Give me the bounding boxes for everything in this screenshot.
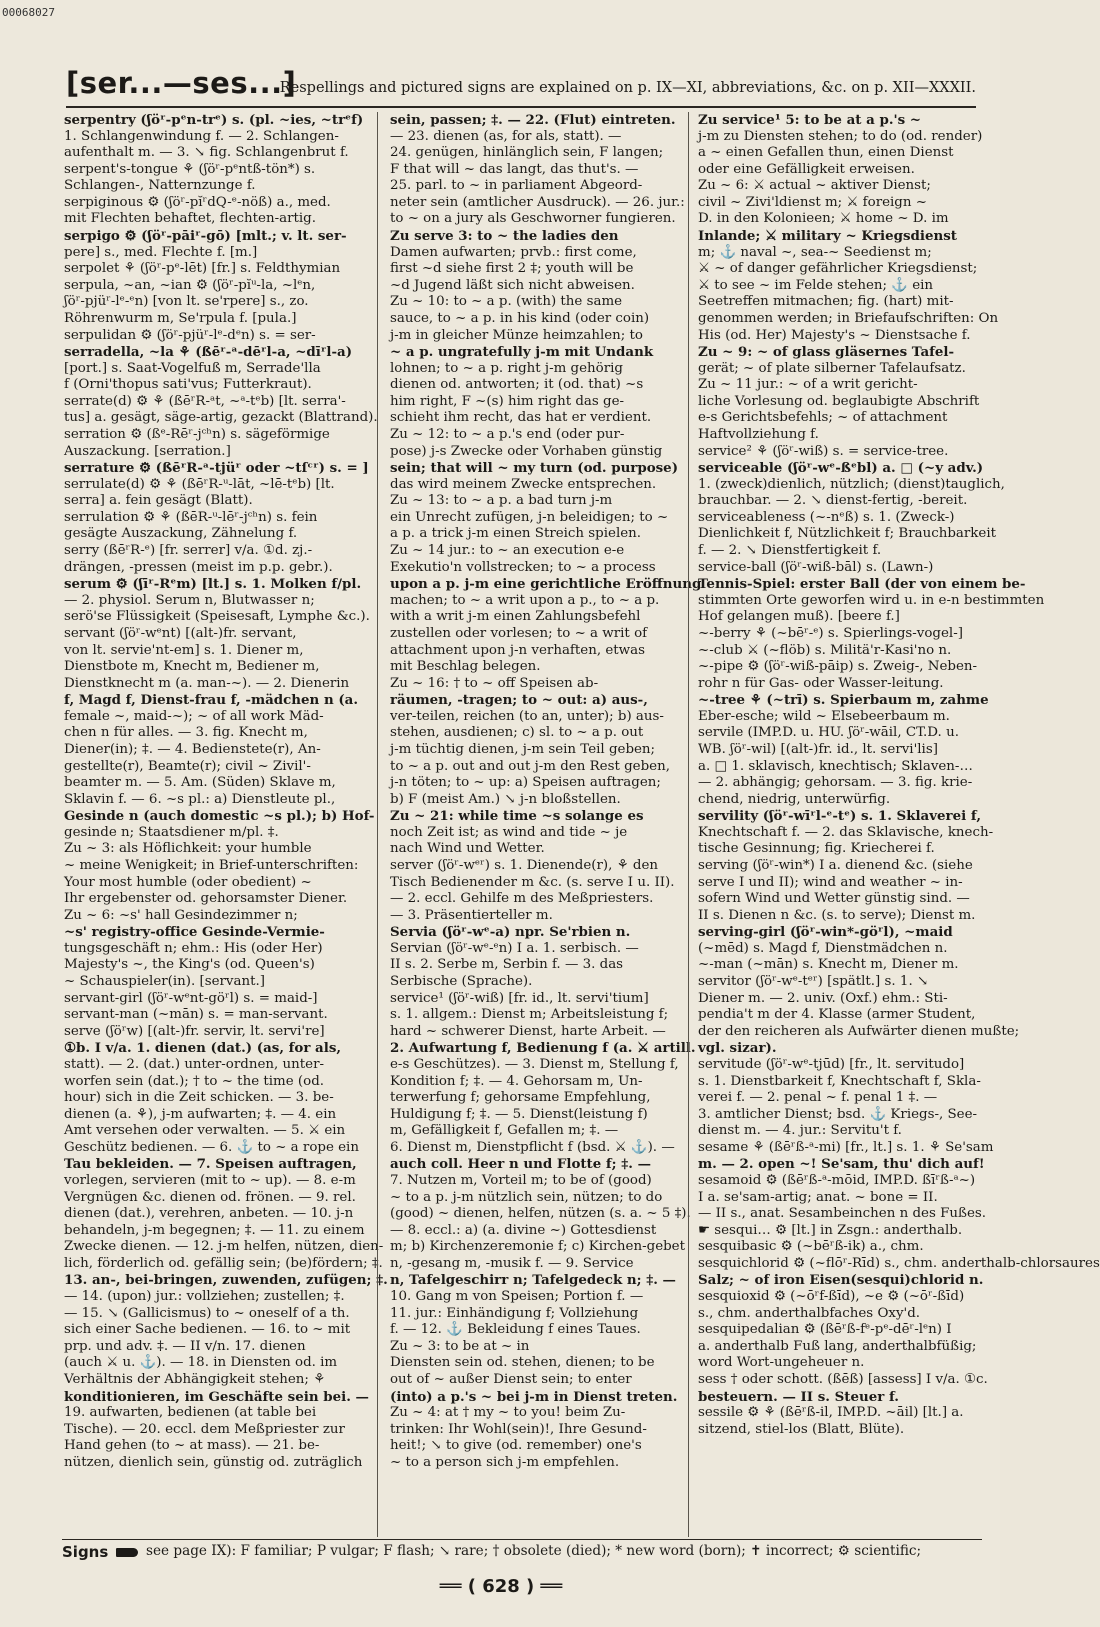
- entry-line: tungsgeschäft n; ehm.: His (oder Her): [64, 940, 323, 956]
- signs-label: Signs: [62, 1543, 109, 1561]
- entry-line: brauchbar. — 2. ↘ dienst-fertig, -bereit.: [698, 493, 968, 509]
- entry-line: first ~d siehe first 2 ‡; youth will be: [390, 261, 634, 277]
- entry-line: lich, förderlich od. gefällig sein; (be)fördern; ‡.: [64, 1255, 383, 1271]
- entry-line: ~-man (~mān) s. Knecht m, Diener m.: [698, 957, 959, 973]
- entry-line: e-s Gerichtsbefehls; ~ of attachment: [698, 410, 948, 426]
- entry-line: II s. Dienen n &c. (s. to serve); Dienst m.: [698, 907, 976, 923]
- entry-line: Tennis-Spiel: erster Ball (der von einem be-: [698, 576, 1026, 593]
- entry-line: 7. Nutzen m, Vorteil m; to be of (good): [390, 1173, 652, 1188]
- entry-line: sauce, to ~ a p. in his kind (oder coin): [390, 310, 650, 326]
- entry-line: servant-girl (ʃöʳ-wᵉnt-göʳl) s. = maid-]: [64, 990, 318, 1006]
- entry-line: sesquibasic ⚙ (~bēʳß-ik) a., chm.: [698, 1239, 924, 1255]
- entry-line: Eber-esche; wild ~ Elsebeerbaum m.: [698, 708, 950, 724]
- entry-line: — 15. ↘ (Gallicismus) to ~ oneself of a th.: [64, 1305, 350, 1321]
- entry-line: 10. Gang m von Speisen; Portion f. —: [390, 1289, 644, 1305]
- entry-line: Zu ~ 6: ⚔ actual ~ aktiver Dienst;: [698, 178, 931, 194]
- entry-line: dienst m. — 4. jur.: Servitu't f.: [698, 1123, 902, 1139]
- entry-line: Inlande; ⚔ military ~ Kriegsdienst: [698, 228, 957, 245]
- entry-line: konditionieren, im Geschäfte sein bei. —: [64, 1388, 369, 1405]
- column-divider-2: [688, 112, 689, 1537]
- entry-line: pendia't m der 4. Klasse (armer Student,: [698, 1007, 976, 1023]
- entry-line: tus] a. gesägt, säge-artig, gezackt (Blattrand).: [64, 410, 378, 426]
- entry-line: n, Tafelgeschirr n; Tafelgedeck n; ‡. —: [390, 1272, 676, 1289]
- entry-line: s., chm. anderthalbfaches Oxy'd.: [698, 1305, 921, 1321]
- entry-line: a. anderthalb Fuß lang, anderthalbfüßig;: [698, 1338, 977, 1354]
- entry-line: sitzend, stiel-los (Blatt, Blüte).: [698, 1421, 905, 1437]
- entry-line: Auszackung. [serration.]: [64, 443, 231, 459]
- entry-line: verei f. — 2. penal ~ f. penal 1 ‡. —: [698, 1090, 938, 1106]
- entry-line: gestellte(r), Beamte(r); civil ~ Zivil'-: [64, 758, 311, 774]
- entry-line: ~ meine Wenigkeit; in Brief-unterschriften:: [64, 858, 359, 874]
- entry-line: 3. amtlicher Dienst; bsd. ⚓ Kriegs-, See-: [698, 1106, 978, 1122]
- entry-line: serum ⚙ (ʃīʳ-Rᵉm) [lt.] s. 1. Molken f/pl.: [64, 576, 362, 593]
- entry-line: Vergnügen &c. dienen od. frönen. — 9. rel.: [64, 1189, 356, 1205]
- column-2-lines: [390, 112, 702, 1471]
- entry-line: serradella, ~la ⚘ (ßēʳ-ᵃ-dēʳl-a, ~dīʳl-a): [64, 344, 353, 361]
- entry-line: ver-teilen, reichen (to an, unter); b) aus-: [390, 708, 664, 724]
- entry-line: dienen (a. ⚘), j-m aufwarten; ‡. — 4. ein: [64, 1106, 337, 1122]
- entry-line: sess † oder schott. (ßēß) [assess] I v/a. ①c.: [698, 1371, 988, 1387]
- entry-line: attachment upon j-n verhaften, etwas: [390, 642, 645, 658]
- column-2: [390, 112, 702, 1537]
- entry-line: heit!; ↘ to give (od. remember) one's: [390, 1438, 642, 1454]
- entry-line: Zu ~ 16: † to ~ off Speisen ab-: [390, 675, 599, 691]
- entry-line: — 3. Präsentierteller m.: [390, 907, 553, 923]
- entry-line: Hand gehen (to ~ at mass). — 21. be-: [64, 1438, 320, 1454]
- entry-line: 24. genügen, hinlänglich sein, F langen;: [390, 145, 664, 161]
- entry-line: serpigo ⚙ (ʃöʳ-pāiʳ-gō) [mlt.; v. lt. ser-: [64, 228, 347, 245]
- entry-line: serviceable (ʃöʳ-wᵉ-ßᵉbl) a. □ (~y adv.): [698, 460, 984, 477]
- entry-line: (auch ⚔ u. ⚓). — 18. in Diensten od. im: [64, 1355, 338, 1371]
- entry-line: statt). — 2. (dat.) unter-ordnen, unter-: [64, 1056, 324, 1072]
- entry-line: sesquioxid ⚙ (~ōʳf-ßīd), ~e ⚙ (~ōʳ-ßīd): [698, 1289, 965, 1305]
- entry-line: sein; that will ~ my turn (od. purpose): [390, 460, 679, 477]
- entry-line: 1. (zweck)dienlich, nützlich; (dienst)tauglich,: [698, 476, 1005, 492]
- entry-line: Servian (ʃöʳ-wᵉ-ᵉn) I a. 1. serbisch. —: [390, 940, 639, 956]
- entry-line: servant (ʃöʳ-wᵉnt) [(alt-)fr. servant,: [64, 625, 297, 641]
- entry-line: Dienlichkeit f, Nützlichkeit f; Brauchbarkeit: [698, 526, 996, 542]
- entry-line: Servia (ʃöʳ-wᵉ-a) npr. Se'rbien n.: [390, 924, 631, 941]
- entry-line: beamter m. — 5. Am. (Süden) Sklave m,: [64, 775, 336, 791]
- entry-line: — 2. eccl. Gehilfe m des Meßpriesters.: [390, 891, 654, 907]
- entry-line: server (ʃöʳ-wᵉʳ) s. 1. Dienende(r), ⚘ den: [390, 858, 658, 874]
- entry-line: to ~ a p. out and out j-m den Rest geben,: [390, 758, 670, 774]
- entry-line: Röhrenwurm m, Se'rpula f. [pula.]: [64, 310, 297, 326]
- entry-line: Zu ~ 6: ~s' hall Gesindezimmer n;: [64, 907, 298, 923]
- entry-line: 25. parl. to ~ in parliament Abgeord-: [390, 178, 643, 194]
- entry-line: m. — 2. open ~! Se'sam, thu' dich auf!: [698, 1156, 985, 1173]
- entry-line: Zu ~ 9: ~ of glass gläsernes Tafel-: [698, 344, 955, 361]
- entry-line: D. in den Kolonieen; ⚔ home ~ D. im: [698, 211, 949, 227]
- entry-line: a. □ 1. sklavisch, knechtisch; Sklaven-…: [698, 758, 973, 774]
- entry-line: Salz; ~ of iron Eisen(sesqui)chlorid n.: [698, 1272, 984, 1289]
- entry-line: stehen, ausdienen; c) sl. to ~ a p. out: [390, 725, 644, 741]
- entry-line: sessile ⚙ ⚘ (ßēʳß-il, IMP.D. ~āil) [lt.] a.: [698, 1405, 964, 1421]
- entry-line: to ~ on a jury als Geschworner fungieren.: [390, 211, 676, 227]
- entry-line: gesinde n; Staatsdiener m/pl. ‡.: [64, 824, 279, 840]
- entry-line: His (od. Her) Majesty's ~ Dienstsache f.: [698, 327, 971, 343]
- entry-line: chend, niedrig, unterwürfig.: [698, 791, 891, 807]
- entry-line: Zu ~ 10: to ~ a p. (with) the same: [390, 294, 623, 310]
- entry-line: with a writ j-m einen Zahlungsbefehl: [390, 609, 641, 625]
- entry-line: Zwecke dienen. — 12. j-m helfen, nützen, dien-: [64, 1239, 384, 1255]
- entry-line: out of ~ außer Dienst sein; to enter: [390, 1371, 632, 1387]
- entry-line: tische Gesinnung; fig. Kriecherei f.: [698, 841, 935, 857]
- entry-line: ~s' registry-office Gesinde-Vermie-: [64, 924, 325, 941]
- entry-line: sesquipedalian ⚙ (ßēʳß-fᵉ-pᵉ-dēʳ-lᵉn) I: [698, 1322, 952, 1338]
- entry-line: Dienstbote m, Knecht m, Bediener m,: [64, 659, 320, 675]
- entry-line: f. — 12. ⚓ Bekleidung f eines Taues.: [390, 1322, 641, 1338]
- entry-line: Your most humble (oder obedient) ~: [64, 874, 312, 890]
- entry-line: f (Orni'thopus sati'vus; Futterkraut).: [64, 377, 312, 393]
- entry-line: serrulate(d) ⚙ ⚘ (ßēʳR-ᵘ-lāt, ~lē-tᵉb) [lt.: [64, 476, 335, 492]
- entry-line: serpolet ⚘ (ʃöʳ-pᵉ-lēt) [fr.] s. Feldthymian: [64, 261, 341, 277]
- entry-line: sofern Wind und Wetter günstig sind. —: [698, 891, 970, 907]
- entry-line: word Wort-ungeheuer n.: [698, 1355, 865, 1371]
- entry-line: s. 1. allgem.: Dienst m; Arbeitsleistung f;: [390, 1007, 669, 1023]
- entry-line: genommen werden; in Briefaufschriften: On: [698, 310, 999, 326]
- entry-line: Zu ~ 4: at † my ~ to you! beim Zu-: [390, 1405, 626, 1421]
- entry-line: Zu ~ 3: als Höflichkeit: your humble: [64, 841, 312, 857]
- entry-line: serrate(d) ⚙ ⚘ (ßēʳR-ᵃt, ~ᵃ-tᵉb) [lt. serra'-: [64, 393, 346, 409]
- entry-line: von lt. servie'nt-em] s. 1. Diener m,: [64, 642, 304, 658]
- entry-line: serpula, ~an, ~ian ⚙ (ʃöʳ-pĭᵘ-la, ~lᵉn,: [64, 277, 316, 293]
- entry-line: ☛ sesqui… ⚙ [lt.] in Zsgn.: anderthalb.: [698, 1222, 963, 1238]
- column-3-lines: [698, 112, 1100, 1438]
- entry-line: mit Flechten behaftet, flechten-artig.: [64, 211, 316, 227]
- entry-line: Serbische (Sprache).: [390, 974, 533, 990]
- entry-line: ~-tree ⚘ (~trī) s. Spierbaum m, zahme: [698, 692, 989, 709]
- entry-line: Geschütz bedienen. — 6. ⚓ to ~ a rope ein: [64, 1139, 359, 1155]
- entry-line: Exekutio'n vollstrecken; to ~ a process: [390, 559, 656, 575]
- scan-id: 00068027: [2, 6, 55, 19]
- entry-line: ~ a p. ungratefully j-m mit Undank: [390, 344, 654, 361]
- entry-line: Sklavin f. — 6. ~s pl.: a) Dienstleute pl.,: [64, 791, 336, 807]
- entry-line: ein Unrecht zufügen, j-n beleidigen; to ~: [390, 509, 669, 525]
- pointing-hand-icon: [116, 1548, 138, 1557]
- entry-line: Zu ~ 12: to ~ a p.'s end (oder pur-: [390, 426, 625, 442]
- entry-line: 2. Aufwartung f, Bedienung f (a. ⚔ artill.: [390, 1040, 696, 1057]
- entry-line: a p. a trick j-m einen Streich spielen.: [390, 526, 642, 542]
- entry-line: serving-girl (ʃöʳ-win*-göʳl), ~maid: [698, 924, 953, 941]
- entry-line: Dienstknecht m (a. man-~). — 2. Dienerin: [64, 675, 350, 691]
- entry-line: s. 1. Dienstbarkeit f, Knechtschaft f, Skla-: [698, 1073, 981, 1089]
- entry-line: sein, passen; ‡. — 22. (Flut) eintreten.: [390, 112, 676, 128]
- entry-line: worfen sein (dat.); † to ~ the time (od.: [64, 1073, 325, 1089]
- entry-line: neter sein (amtlicher Ausdruck). — 26. jur.:: [390, 194, 685, 210]
- entry-line: m, Gefälligkeit f, Gefallen m; ‡. —: [390, 1123, 619, 1139]
- entry-line: Zu ~ 21: while time ~s solange es: [390, 808, 644, 825]
- entry-line: Tische). — 20. eccl. dem Meßpriester zur: [64, 1421, 345, 1437]
- entry-line: sesquichlorid ⚙ (~flōʳ-Rīd) s., chm. anderthalb-chlorsaures: [698, 1255, 1100, 1271]
- entry-line: Seetreffen mitmachen; fig. (hart) mit-: [698, 294, 954, 310]
- entry-line: vorlegen, servieren (mit to ~ up). — 8. e-m: [64, 1173, 356, 1188]
- entry-line: j-m in gleicher Münze heimzahlen; to: [390, 327, 643, 343]
- entry-line: servility (ʃöʳ-wīʳl-ᵉ-tᵉ) s. 1. Sklaverei f,: [698, 808, 981, 825]
- entry-line: ~ to a person sich j-m empfehlen.: [390, 1454, 620, 1470]
- entry-line: Zu ~ 3: to be at ~ in: [390, 1338, 530, 1354]
- page-header: [66, 66, 976, 108]
- entry-line: ~-club ⚔ (~flöb) s. Militä'r-Kasi'no n.: [698, 642, 952, 658]
- entry-line: der den reicheren als Aufwärter dienen mußte;: [698, 1023, 1020, 1039]
- entry-line: prp. und adv. ‡. — II v/n. 17. dienen: [64, 1338, 306, 1354]
- entry-line: ~d Jugend läßt sich nicht abweisen.: [390, 277, 635, 293]
- entry-line: female ~, maid-~); ~ of all work Mäd-: [64, 708, 324, 724]
- entry-line: dienen od. antworten; it (od. that) ~s: [390, 377, 644, 393]
- entry-line: (good) ~ dienen, helfen, nützen (s. a. ~ 5 ‡).: [390, 1206, 691, 1222]
- entry-line: liche Vorlesung od. beglaubigte Abschrift: [698, 393, 980, 409]
- entry-line: F that will ~ das langt, das thut's. —: [390, 161, 639, 177]
- entry-line: serry (ßēʳR-ᵉ) [fr. serrer] v/a. ①d. zj.-: [64, 543, 313, 559]
- entry-line: a ~ einen Gefallen thun, einen Dienst: [698, 145, 954, 161]
- entry-line: serpent's-tongue ⚘ (ʃöʳ-pᵉntß-tön*) s.: [64, 161, 316, 177]
- entry-line: Hof gelangen muß). [beere f.]: [698, 609, 900, 625]
- guide-words: [ser...—ses...]: [66, 66, 297, 100]
- entry-line: sesamoid ⚙ (ßēʳß-ᵃ-mōid, IMP.D. ßīʳß-ᵃ~): [698, 1173, 976, 1188]
- entry-line: Schlangen-, Natternzunge f.: [64, 178, 256, 194]
- entry-line: 1. Schlangenwindung f. — 2. Schlangen-: [64, 128, 339, 144]
- entry-line: nach Wind und Wetter.: [390, 841, 545, 857]
- entry-line: chen n für alles. — 3. fig. Knecht m,: [64, 725, 308, 741]
- entry-line: ①b. I v/a. 1. dienen (dat.) (as, for als,: [64, 1040, 342, 1057]
- entry-line: upon a p. j-m eine gerichtliche Eröffnung: [390, 576, 702, 593]
- entry-line: Huldigung f; ‡. — 5. Dienst(leistung f): [390, 1106, 648, 1122]
- entry-line: rohr n für Gas- oder Wasser-leitung.: [698, 675, 944, 691]
- entry-line: aufenthalt m. — 3. ↘ fig. Schlangenbrut f.: [64, 145, 349, 161]
- entry-line: serrature ⚙ (ßēʳR-ᵃ-tjüʳ oder ~tſᶜʳ) s. = ]: [64, 460, 369, 477]
- entry-line: Majesty's ~, the King's (od. Queen's): [64, 957, 315, 973]
- entry-line: 6. Dienst m, Dienstpflicht f (bsd. ⚔ ⚓). —: [390, 1139, 675, 1155]
- entry-line: m; ⚓ naval ~, sea-~ Seedienst m;: [698, 244, 932, 260]
- entry-line: vgl. sizar).: [698, 1040, 777, 1057]
- entry-line: Knechtschaft f. — 2. das Sklavische, knech-: [698, 824, 994, 840]
- column-divider-1: [377, 112, 378, 1537]
- entry-line: m; b) Kirchenzeremonie f; c) Kirchen-gebet: [390, 1239, 685, 1255]
- entry-line: pose) j-s Zwecke oder Vorhaben günstig: [390, 443, 663, 459]
- entry-line: serpentry (ʃöʳ-pᵉn-trᵉ) s. (pl. ~ies, ~trᵉf): [64, 112, 364, 128]
- entry-line: hour) sich in die Zeit schicken. — 3. be-: [64, 1090, 334, 1106]
- entry-line: Tisch Bedienender m &c. (s. serve I u. II).: [390, 874, 675, 890]
- entry-line: servitude (ʃöʳ-wᵉ-tjūd) [fr., lt. servitudo]: [698, 1056, 965, 1072]
- entry-line: — 23. dienen (as, for als, statt). —: [390, 128, 622, 144]
- entry-line: terwerfung f; gehorsame Empfehlung,: [390, 1090, 651, 1106]
- entry-line: (into) a p.'s ~ bei j-m in Dienst treten.: [390, 1388, 678, 1405]
- entry-line: service-ball (ʃöʳ-wiß-bāl) s. (Lawn-): [698, 559, 934, 575]
- entry-line: j-n töten; to ~ up: a) Speisen auftragen;: [390, 775, 661, 791]
- entry-line: serve (ʃöʳw) [(alt-)fr. servir, lt. servi're]: [64, 1023, 325, 1039]
- entry-line: mit Beschlag belegen.: [390, 659, 541, 675]
- entry-line: auch coll. Heer n und Flotte f; ‡. —: [390, 1156, 652, 1173]
- entry-line: 19. aufwarten, bedienen (at table bei: [64, 1405, 317, 1421]
- entry-line: Haftvollziehung f.: [698, 426, 819, 442]
- entry-line: servile (IMP.D. u. HU. ʃöʳ-wāil, CT.D. u.: [698, 725, 959, 741]
- signs-legend: see page IX): F familiar; P vulgar; F flash; ↘ rare; † obsolete (died); * new word (born); ✝ incorrect; ⚙ scientific;: [146, 1543, 922, 1559]
- entry-line: servant-man (~mān) s. = man-servant.: [64, 1007, 328, 1023]
- entry-line: him right, F ~(s) him right das ge-: [390, 393, 625, 409]
- entry-line: Zu ~ 13: to ~ a p. a bad turn j-m: [390, 493, 613, 509]
- entry-line: Zu service¹ 5: to be at a p.'s ~: [698, 112, 922, 128]
- entry-line: Zu serve 3: to ~ the ladies den: [390, 228, 619, 245]
- entry-line: — II s., anat. Sesambeinchen n des Fußes.: [698, 1206, 987, 1222]
- entry-line: besteuern. — II s. Steuer f.: [698, 1388, 899, 1405]
- entry-line: 11. jur.: Einhändigung f; Vollziehung: [390, 1305, 639, 1321]
- entry-line: Zu ~ 11 jur.: ~ of a writ gericht-: [698, 377, 918, 393]
- entry-line: ~ Schauspieler(in). [servant.]: [64, 974, 265, 990]
- entry-line: service¹ (ʃöʳ-wiß) [fr. id., lt. servi'tium]: [390, 990, 649, 1006]
- entry-line: lohnen; to ~ a p. right j-m gehörig: [390, 360, 623, 376]
- entry-line: — 8. eccl.: a) (a. divine ~) Gottesdienst: [390, 1222, 657, 1238]
- entry-line: ⚔ ~ of danger gefährlicher Kriegsdienst;: [698, 261, 978, 277]
- page-number: ══ ( 628 ) ══: [439, 1576, 563, 1597]
- entry-line: behandeln, j-m begegnen; ‡. — 11. zu einem: [64, 1222, 365, 1238]
- entry-line: b) F (meist Am.) ↘ j-n bloßstellen.: [390, 791, 621, 807]
- entry-line: das wird meinem Zwecke entsprechen.: [390, 476, 657, 492]
- entry-line: machen; to ~ a writ upon a p., to ~ a p.: [390, 592, 660, 608]
- entry-line: dienen (dat.), verehren, anbeten. — 10. j-n: [64, 1206, 354, 1222]
- entry-line: 13. an-, bei-bringen, zuwenden, zufügen; ‡.: [64, 1272, 388, 1289]
- entry-line: servitor (ʃöʳ-wᵉ-tᵉʳ) [spätlt.] s. 1. ↘: [698, 974, 929, 990]
- entry-line: serpulidan ⚙ (ʃöʳ-pjüʳ-lᵉ-dᵉn) s. = ser-: [64, 327, 316, 343]
- entry-line: Gesinde n (auch domestic ~s pl.); b) Hof-: [64, 808, 375, 825]
- entry-line: Verhältnis der Abhängigkeit stehen; ⚘: [64, 1371, 326, 1387]
- entry-line: zustellen oder vorlesen; to ~ a writ of: [390, 625, 648, 641]
- entry-line: gesägte Auszackung, Zähnelung f.: [64, 526, 298, 542]
- entry-line: serving (ʃöʳ-win*) I a. dienend &c. (siehe: [698, 858, 973, 874]
- column-1-lines: [64, 112, 388, 1471]
- entry-line: ʃöʳ-pjüʳ-lᵉ-ᵉn) [von lt. se'rpere] s., zo.: [64, 294, 309, 310]
- entry-line: Diensten sein od. stehen, dienen; to be: [390, 1355, 655, 1371]
- entry-line: schieht ihm recht, das hat er verdient.: [390, 410, 652, 426]
- entry-line: Diener m. — 2. univ. (Oxf.) ehm.: Sti-: [698, 990, 948, 1006]
- entry-line: Diener(in); ‡. — 4. Bedienstete(r), An-: [64, 741, 321, 757]
- entry-line: drängen, -pressen (meist im p.p. gebr.).: [64, 559, 333, 575]
- entry-line: WB. ʃöʳ-wil) [(alt-)fr. id., lt. servi'lis]: [698, 741, 938, 757]
- entry-line: nützen, dienlich sein, günstig od. zuträglich: [64, 1454, 363, 1470]
- entry-line: serve I und II); wind and weather ~ in-: [698, 874, 963, 890]
- entry-line: I a. se'sam-artig; anat. ~ bone = II.: [698, 1189, 938, 1205]
- entry-line: n, -gesang m, -musik f. — 9. Service: [390, 1255, 634, 1271]
- entry-line: serpiginous ⚙ (ʃöʳ-pĭʳdQ-ᵉ-nöß) a., med.: [64, 194, 331, 210]
- entry-line: civil ~ Zivi'ldienst m; ⚔ foreign ~: [698, 194, 927, 210]
- entry-line: II s. 2. Serbe m, Serbin f. — 3. das: [390, 957, 624, 973]
- column-3: [698, 112, 1100, 1537]
- entry-line: f, Magd f, Dienst-frau f, -mädchen n (a.: [64, 692, 359, 709]
- entry-line: serö'se Flüssigkeit (Speisesaft, Lymphe &c.).: [64, 609, 370, 625]
- entry-line: noch Zeit ist; as wind and tide ~ je: [390, 824, 628, 840]
- entry-line: trinken: Ihr Wohl(sein)!, Ihre Gesund-: [390, 1421, 647, 1437]
- entry-line: — 2. physiol. Serum n, Blutwasser n;: [64, 592, 315, 608]
- entry-line: serrulation ⚙ ⚘ (ßēR-ᵘ-lēʳ-jᶜʰn) s. fein: [64, 509, 318, 525]
- entry-line: service² ⚘ (ʃöʳ-wiß) s. = service-tree.: [698, 443, 949, 459]
- entry-line: Amt versehen oder verwalten. — 5. ⚔ ein: [64, 1123, 346, 1139]
- entry-line: räumen, -tragen; to ~ out: a) aus-,: [390, 692, 648, 709]
- entry-line: serviceableness (~-nᵉß) s. 1. (Zweck-): [698, 509, 955, 525]
- entry-line: j-m tüchtig dienen, j-m sein Teil geben;: [390, 741, 656, 757]
- entry-line: ⚔ to see ~ im Felde stehen; ⚓ ein: [698, 277, 934, 293]
- column-1: [64, 112, 388, 1537]
- entry-line: ~-pipe ⚙ (ʃöʳ-wiß-pāip) s. Zweig-, Neben-: [698, 659, 978, 675]
- entry-line: hard ~ schwerer Dienst, harte Arbeit. —: [390, 1023, 666, 1039]
- signs-footer: [62, 1539, 982, 1562]
- header-note: Respellings and pictured signs are explained on p. IX—XI, abbreviations, &c. on p. XII—XXXII.: [279, 80, 976, 96]
- entry-line: gerät; ~ of plate silberner Tafelaufsatz.: [698, 360, 966, 376]
- entry-line: [port.] s. Saat-Vogelfuß m, Serrade'lla: [64, 360, 321, 376]
- entry-line: ~-berry ⚘ (~bēʳ-ᵉ) s. Spierlings-vogel-]: [698, 625, 963, 641]
- entry-line: pere] s., med. Flechte f. [m.]: [64, 244, 258, 260]
- entry-line: Damen aufwarten; prvb.: first come,: [390, 244, 637, 260]
- entry-line: serration ⚙ (ßᵉ-Rēʳ-jᶜʰn) s. sägeförmige: [64, 426, 330, 442]
- entry-line: oder eine Gefälligkeit erweisen.: [698, 161, 915, 177]
- entry-line: sesame ⚘ (ßēʳß-ᵃ-mi) [fr., lt.] s. 1. ⚘ Se'sam: [698, 1139, 994, 1155]
- entry-line: — 2. abhängig; gehorsam. — 3. fig. krie-: [698, 775, 973, 791]
- entry-line: Kondition f; ‡. — 4. Gehorsam m, Un-: [390, 1073, 643, 1089]
- entry-line: stimmten Orte geworfen wird u. in e-n bestimmten: [698, 592, 1045, 608]
- entry-line: Zu ~ 14 jur.: to ~ an execution e-e: [390, 543, 625, 559]
- entry-line: ~ to a p. j-m nützlich sein, nützen; to do: [390, 1189, 663, 1205]
- entry-line: (~mēd) s. Magd f, Dienstmädchen n.: [698, 940, 948, 956]
- entry-line: Ihr ergebenster od. gehorsamster Diener.: [64, 891, 348, 907]
- entry-line: Tau bekleiden. — 7. Speisen auftragen,: [64, 1156, 357, 1173]
- entry-line: sich einer Sache bedienen. — 16. to ~ mit: [64, 1322, 351, 1338]
- entry-line: f. — 2. ↘ Dienstfertigkeit f.: [698, 543, 882, 559]
- entry-line: j-m zu Diensten stehen; to do (od. render): [698, 128, 983, 144]
- entry-line: — 14. (upon) jur.: vollziehen; zustellen; ‡.: [64, 1289, 345, 1305]
- entry-line: e-s Geschützes). — 3. Dienst m, Stellung f,: [390, 1056, 679, 1072]
- entry-line: serra] a. fein gesägt (Blatt).: [64, 493, 253, 509]
